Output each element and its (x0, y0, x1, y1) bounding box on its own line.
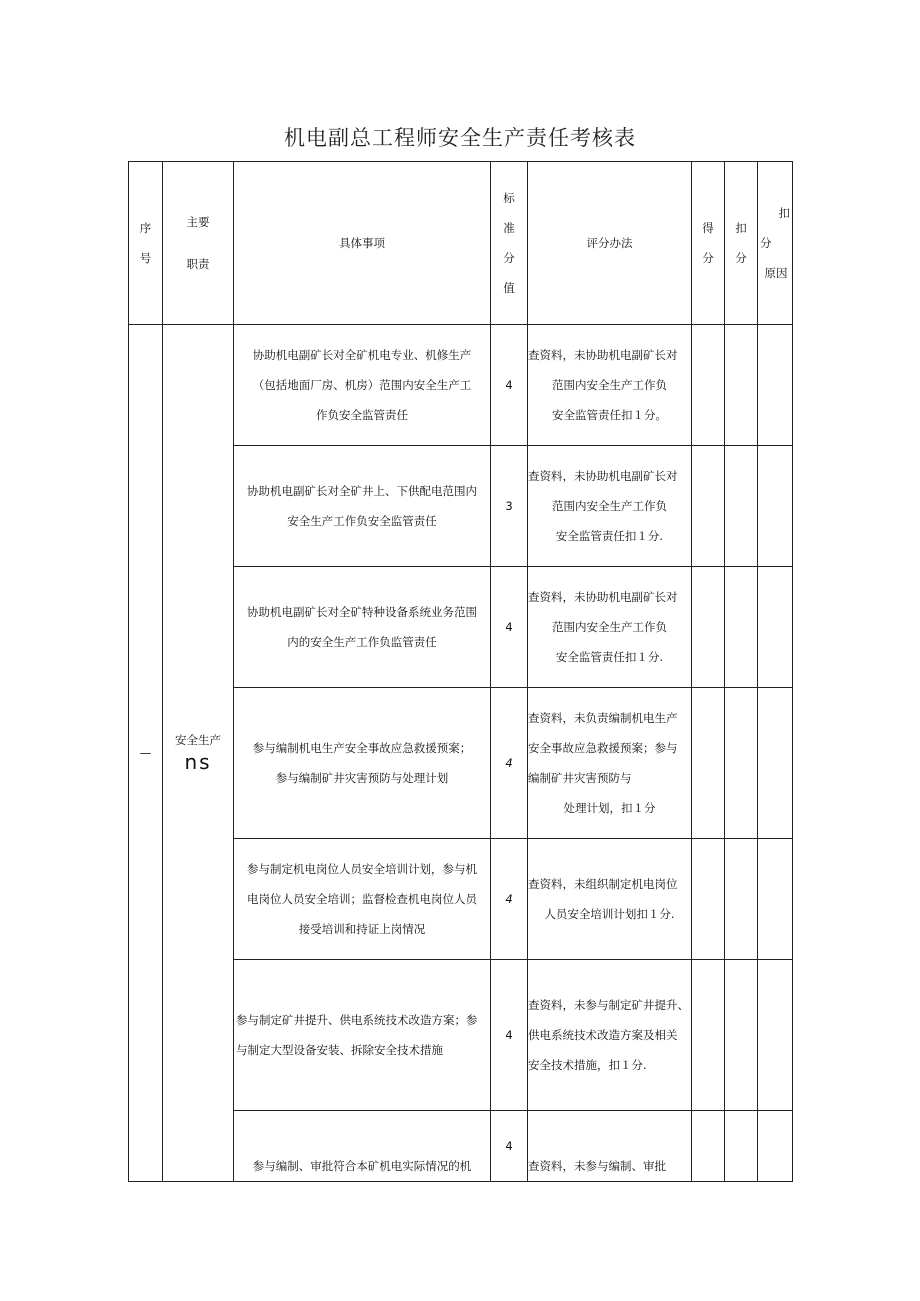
deduct-cell[interactable] (725, 446, 758, 567)
item-cell: 协助机电副矿长对全矿特种设备系统业务范围 内的安全生产工作负监管责任 (234, 567, 491, 688)
got-cell[interactable] (692, 325, 725, 446)
method-cell: 查资料，未协助机电副矿长对 范围内安全生产工作负 安全监管责任扣１分。 (528, 325, 692, 446)
method-cell: 查资料，未参与制定矿井提升、 供电系统技术改造方案及相关 安全技术措施，扣１分. (528, 960, 692, 1111)
header-deduct: 扣 分 (725, 162, 758, 325)
header-item: 具体事项 (234, 162, 491, 325)
item-cell: 参与编制、审批符合本矿机电实际情况的机 (234, 1111, 491, 1182)
got-cell[interactable] (692, 839, 725, 960)
deduct-cell[interactable] (725, 567, 758, 688)
reason-cell[interactable] (758, 688, 793, 839)
score-cell: 4 (491, 960, 528, 1111)
reason-cell[interactable] (758, 446, 793, 567)
score-cell: 4 (491, 1111, 528, 1182)
score-cell: 4 (491, 839, 528, 960)
method-cell: 查资料，未负责编制机电生产 安全事故应急救援预案；参与 编制矿井灾害预防与 处理计划，扣１分 (528, 688, 692, 839)
reason-cell[interactable] (758, 1111, 793, 1182)
deduct-cell[interactable] (725, 839, 758, 960)
item-cell: 协助机电副矿长对全矿机电专业、机修生产 （包括地面厂房、机房）范围内安全生产工 作负安全监管责任 (234, 325, 491, 446)
duty-sublabel: ns (184, 750, 212, 774)
method-cell: 查资料，未组织制定机电岗位 人员安全培训计划扣１分. (528, 839, 692, 960)
method-cell: 查资料，未参与编制、审批 (528, 1111, 692, 1182)
score-cell: 4 (491, 567, 528, 688)
page-title: 机电副总工程师安全生产责任考核表 (284, 126, 636, 150)
got-cell[interactable] (692, 688, 725, 839)
method-cell: 查资料，未协助机电副矿长对 范围内安全生产工作负 安全监管责任扣１分. (528, 446, 692, 567)
got-cell[interactable] (692, 960, 725, 1111)
got-cell[interactable] (692, 567, 725, 688)
item-cell: 协助机电副矿长对全矿井上、下供配电范围内 安全生产工作负安全监管责任 (234, 446, 491, 567)
reason-cell[interactable] (758, 325, 793, 446)
header-row (129, 162, 793, 325)
deduct-cell[interactable] (725, 960, 758, 1111)
header-got: 得 分 (692, 162, 725, 325)
deduct-cell[interactable] (725, 1111, 758, 1182)
deduct-cell[interactable] (725, 325, 758, 446)
duty-label: 安全生产 (175, 733, 221, 747)
header-method: 评分办法 (528, 162, 692, 325)
deduct-cell[interactable] (725, 688, 758, 839)
item-cell: 参与制定矿井提升、供电系统技术改造方案；参 与制定大型设备安装、拆除安全技术措施 (234, 960, 491, 1111)
got-cell[interactable] (692, 446, 725, 567)
reason-cell[interactable] (758, 839, 793, 960)
group-seq: — (129, 325, 163, 1182)
header-seq: 序 号 (129, 162, 163, 325)
group-duty (163, 325, 234, 1182)
score-cell: 4 (491, 325, 528, 446)
item-cell: 参与编制机电生产安全事故应急救援预案； 参与编制矿井灾害预防与处理计划 (234, 688, 491, 839)
score-cell: 4 (491, 688, 528, 839)
header-score: 标 准 分 值 (491, 162, 528, 325)
score-cell: 3 (491, 446, 528, 567)
reason-cell[interactable] (758, 960, 793, 1111)
header-duty: 主要 职责 (163, 162, 234, 325)
got-cell[interactable] (692, 1111, 725, 1182)
assessment-table (128, 161, 793, 1182)
reason-cell[interactable] (758, 567, 793, 688)
header-reason: 扣 分 原因 (758, 162, 793, 325)
table-row (129, 325, 793, 446)
method-cell: 查资料，未协助机电副矿长对 范围内安全生产工作负 安全监管责任扣１分. (528, 567, 692, 688)
item-cell: 参与制定机电岗位人员安全培训计划，参与机 电岗位人员安全培训；监督检查机电岗位人员 接受培训和持证上岗情况 (234, 839, 491, 960)
